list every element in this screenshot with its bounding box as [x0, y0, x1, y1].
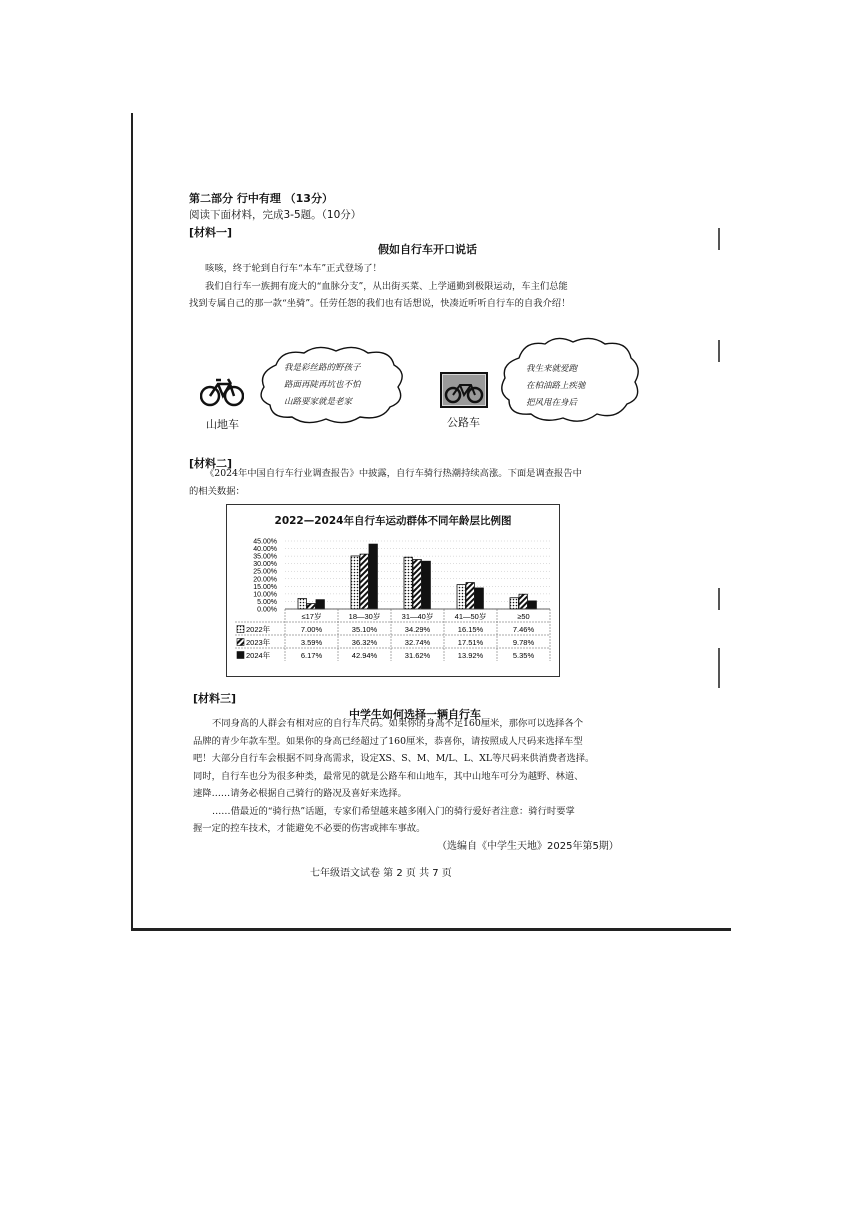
- y-tick-label: 20.00%: [253, 576, 277, 584]
- bar-2024年-≥50: [528, 601, 536, 609]
- material3-line1: 不同身高的人群会有相对应的自行车尺码。如果你的身高不足160厘米，那你可以选择各个: [212, 718, 584, 729]
- bubble-mountain-line2: 路面再陡再坑也不怕: [284, 380, 361, 390]
- material2-line1: 《2024年中国自行车行业调查报告》中披露，自行车骑行热潮持续高涨。下面是调查报告中: [205, 468, 582, 479]
- chart-title: 2022—2024年自行车运动群体不同年龄层比例图: [274, 515, 512, 527]
- road-bike-caption: 公路车: [447, 416, 480, 429]
- material1-para1: 咳咳，终于轮到自行车“本车”正式登场了！: [205, 263, 382, 274]
- legend-label: 2024年: [246, 651, 271, 660]
- data-label: 6.17%: [300, 651, 323, 660]
- y-tick-label: 5.00%: [257, 598, 277, 606]
- mountain-bike-icon: [200, 374, 244, 408]
- material1-para2-line2: 找到专属自己的那一款“坐骑”。任劳任怨的我们也有话想说，快凑近听听自行车的自我介绍！: [189, 298, 571, 309]
- data-label: 31.62%: [404, 651, 431, 660]
- legend-swatch: [237, 639, 244, 646]
- material3-label: [材料三]: [193, 692, 237, 705]
- material3-line4: 同时，自行车也分为很多种类，最常见的就是公路车和山地车，其中山地车可分为越野、林道、: [193, 771, 584, 782]
- scan-edge-mark: [718, 648, 720, 688]
- y-tick-label: 35.00%: [253, 553, 277, 561]
- bubble-road-line2: 在柏油路上疾驰: [526, 381, 586, 391]
- bar-2022年-≥50: [510, 598, 518, 609]
- material1-label: [材料一]: [189, 226, 233, 239]
- x-tick-label: ≤17岁: [301, 612, 322, 621]
- data-label: 17.51%: [457, 638, 484, 647]
- material1-para2-line1: 我们自行车一族拥有庞大的“血脉分支”，从出街买菜、上学通勤到极限运动，车主们总能: [205, 281, 568, 292]
- x-tick-label: 31—40岁: [401, 612, 434, 621]
- bar-2022年-≤17岁: [298, 598, 306, 609]
- data-label: 7.00%: [300, 625, 323, 634]
- bar-2024年-≤17岁: [316, 600, 324, 609]
- section-instruction: 阅读下面材料，完成3-5题。（10分）: [189, 209, 362, 221]
- data-label: 13.92%: [457, 651, 484, 660]
- bar-2022年-41—50岁: [457, 585, 465, 609]
- bar-chart-frame: [226, 504, 560, 677]
- bar-2022年-31—40岁: [404, 557, 412, 609]
- page-footer: 七年级语文试卷 第 2 页 共 7 页: [310, 868, 452, 879]
- data-label: 42.94%: [351, 651, 378, 660]
- material3-line5: 速降……请务必根据自己骑行的路况及喜好来选择。: [193, 788, 407, 799]
- legend-label: 2022年: [246, 625, 271, 634]
- x-tick-label: ≥50: [517, 612, 530, 621]
- x-tick-label: 18—30岁: [348, 612, 381, 621]
- bubble-mountain-line3: 山路要家就是老家: [284, 397, 353, 407]
- data-label: 7.46%: [512, 625, 535, 634]
- scan-edge-mark: [718, 588, 720, 610]
- bar-2024年-41—50岁: [475, 588, 483, 609]
- data-label: 5.35%: [512, 651, 535, 660]
- data-label: 3.59%: [300, 638, 323, 647]
- material1-title: 假如自行车开口说话: [378, 243, 477, 256]
- scan-edge-mark: [718, 228, 720, 250]
- material3-line2: 品牌的青少年款车型。如果你的身高已经超过了160厘米，恭喜你，请按照成人尺码来选择车型: [193, 736, 583, 747]
- bar-2023年-≥50: [519, 594, 527, 609]
- legend-swatch: [237, 652, 244, 659]
- bubble-road-line3: 把风甩在身后: [526, 398, 578, 408]
- bar-2022年-18—30岁: [351, 556, 359, 609]
- bar-2023年-≤17岁: [307, 604, 315, 609]
- material3-title: 中学生如何选择一辆自行车: [349, 708, 481, 721]
- data-label: 34.29%: [404, 625, 431, 634]
- data-label: 9.78%: [512, 638, 535, 647]
- material2-line2: 的相关数据：: [189, 486, 245, 497]
- x-tick-label: 41—50岁: [454, 612, 487, 621]
- bar-2023年-31—40岁: [413, 560, 421, 609]
- mountain-bike-caption: 山地车: [206, 418, 239, 431]
- legend-label: 2023年: [246, 638, 271, 647]
- y-tick-label: 25.00%: [253, 568, 277, 576]
- data-label: 36.32%: [351, 638, 378, 647]
- y-tick-label: 0.00%: [257, 606, 277, 614]
- material3-line6: ……借最近的“骑行热”话题，专家们希望越来越多刚入门的骑行爱好者注意：骑行时要掌: [212, 806, 575, 817]
- data-label: 16.15%: [457, 625, 484, 634]
- data-label: 35.10%: [351, 625, 378, 634]
- bar-2024年-31—40岁: [422, 561, 430, 609]
- bubble-mountain-line1: 我是彩丝路的野孩子: [284, 363, 361, 373]
- y-tick-label: 40.00%: [253, 546, 277, 554]
- y-tick-label: 15.00%: [253, 583, 277, 591]
- road-bike-photo-icon: [440, 372, 488, 408]
- bar-2023年-41—50岁: [466, 583, 474, 609]
- section-title: 第二部分 行中有理 （13分）: [189, 192, 333, 205]
- scan-edge-mark: [718, 340, 720, 362]
- scan-left-border: [131, 113, 133, 929]
- y-tick-label: 10.00%: [253, 591, 277, 599]
- material3-line3: 吧！大部分自行车会根据不同身高需求，设定XS、S、M、M/L、L、XL等尺码来供消费者选择。: [193, 753, 595, 764]
- y-tick-label: 30.00%: [253, 561, 277, 569]
- data-label: 32.74%: [404, 638, 431, 647]
- scan-bottom-border: [131, 928, 731, 931]
- legend-swatch: [237, 626, 244, 633]
- bar-2023年-18—30岁: [360, 554, 368, 609]
- material3-source: （选编自《中学生天地》2025年第5期）: [437, 841, 619, 852]
- bubble-road-line1: 我生来就爱跑: [526, 364, 578, 374]
- bar-chart: [227, 505, 559, 676]
- bar-2024年-18—30岁: [369, 544, 377, 609]
- material3-line7: 握一定的控车技术，才能避免不必要的伤害或摔车事故。: [193, 823, 426, 834]
- y-tick-label: 45.00%: [253, 538, 277, 546]
- material2-label: [材料二]: [189, 457, 233, 470]
